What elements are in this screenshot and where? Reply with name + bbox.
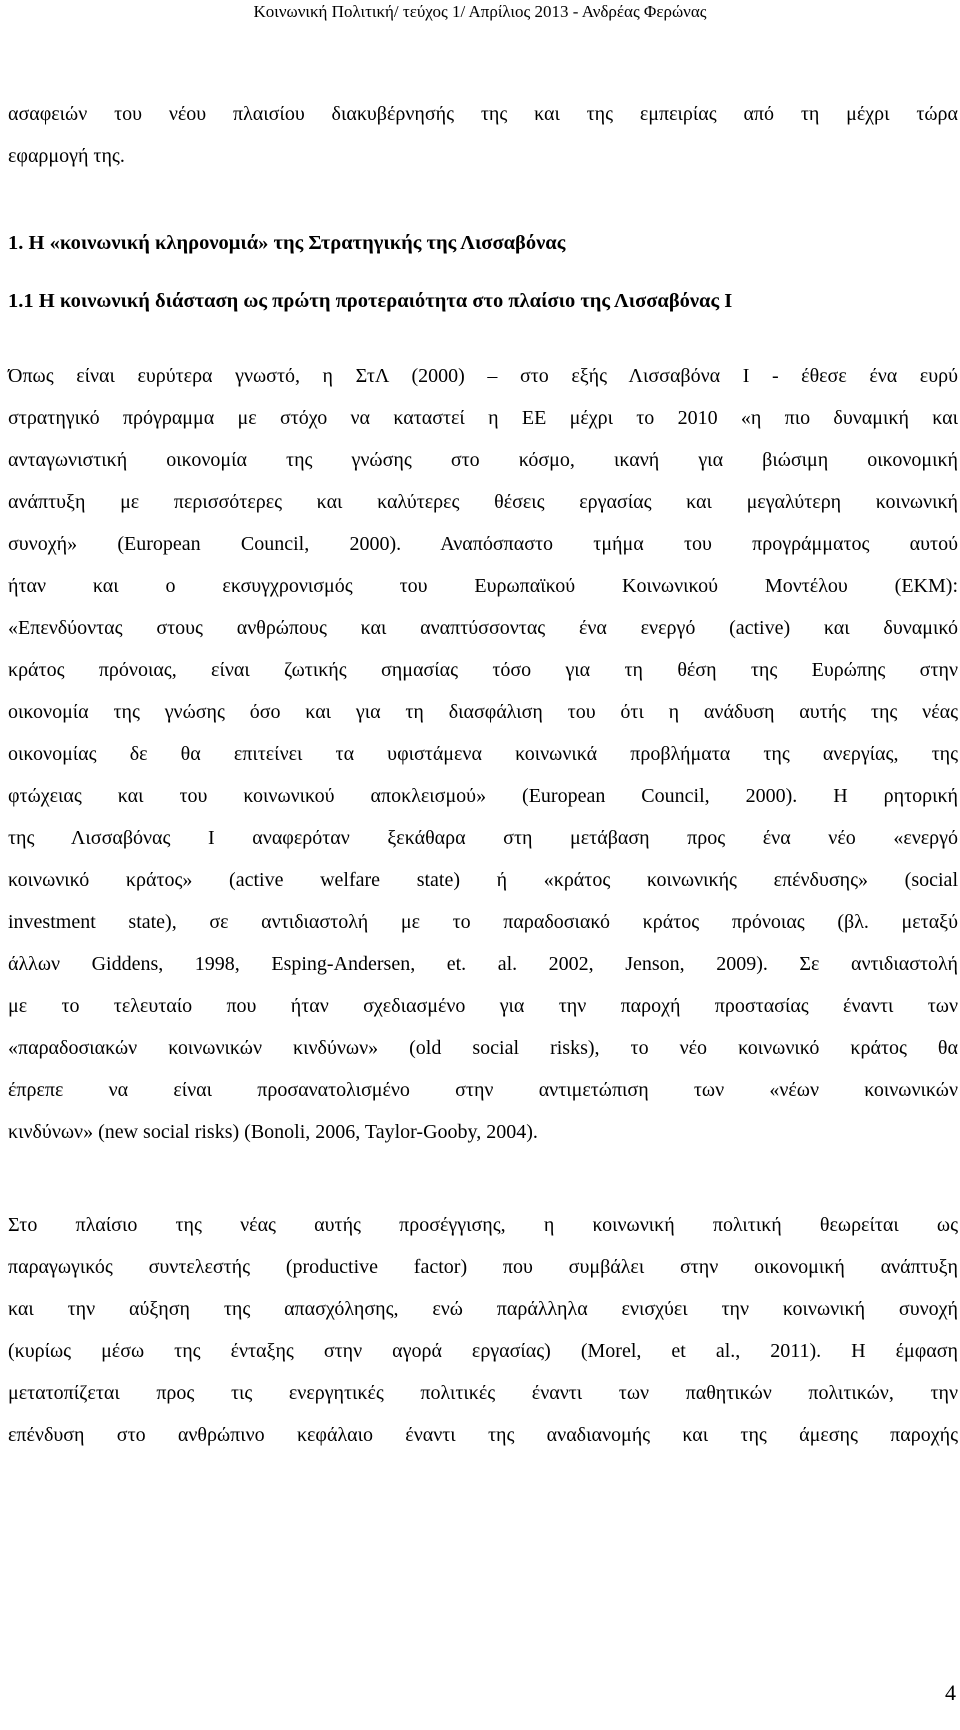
text-line: ανταγωνιστική οικονομία της γνώσης στο κόσμο, ικανή για βιώσιμη οικονομική [8, 449, 958, 471]
text-line: συνοχή» (European Council, 2000). Αναπόσπαστο τμήμα του προγράμματος αυτού [8, 533, 958, 555]
text-line: κοινωνικό κράτος» (active welfare state) ή «κράτος κοινωνικής επένδυσης» (social [8, 869, 958, 891]
paragraph-2 [8, 1204, 958, 1456]
intro-text [8, 93, 958, 177]
text-line: παραγωγικός συντελεστής (productive factor) που συμβάλει στην οικονομική ανάπτυξη [8, 1256, 958, 1278]
text-line: φτώχειας και του κοινωνικού αποκλεισμού» (European Council, 2000). Η ρητορική [8, 785, 958, 807]
text-line: και την αύξηση της απασχόλησης, ενώ παράλληλα ενισχύει την κοινωνική συνοχή [8, 1298, 958, 1320]
text-line: Στο πλαίσιο της νέας αυτής προσέγγισης, η κοινωνική πολιτική θεωρείται ως [8, 1214, 958, 1236]
text-line: ασαφειών του νέου πλαισίου διακυβέρνησής της και της εμπειρίας από τη μέχρι τώρα [8, 103, 958, 125]
text-line: investment state), σε αντιδιαστολή με το παραδοσιακό κράτος πρόνοιας (βλ. μεταξύ [8, 911, 958, 933]
subsection-heading: 1.1 Η κοινωνική διάσταση ως πρώτη προτεραιότητα στο πλαίσιο της Λισσαβόνας Ι [8, 290, 733, 312]
paragraph-1 [8, 355, 958, 1153]
text-line: οικονομία της γνώσης όσο και για τη διασφάλιση του ότι η ανάδυση αυτής της νέας [8, 701, 958, 723]
text-line: άλλων Giddens, 1998, Esping-Andersen, et. al. 2002, Jenson, 2009). Σε αντιδιαστολή [8, 953, 958, 975]
section-heading: 1. Η «κοινωνική κληρονομιά» της Στρατηγικής της Λισσαβόνας [8, 232, 566, 254]
text-line: επένδυση στο ανθρώπινο κεφάλαιο έναντι της αναδιανομής και της άμεσης παροχής [8, 1424, 958, 1446]
text-line: εφαρμογή της. [8, 145, 125, 167]
text-line: έπρεπε να είναι προσανατολισμένο στην αντιμετώπιση των «νέων κοινωνικών [8, 1079, 958, 1101]
text-line: οικονομίας δε θα επιτείνει τα υφιστάμενα κοινωνικά προβλήματα της ανεργίας, της [8, 743, 958, 765]
text-line: ανάπτυξη με περισσότερες και καλύτερες θέσεις εργασίας και μεγαλύτερη κοινωνική [8, 491, 958, 513]
text-line: κινδύνων» (new social risks) (Bonoli, 2006, Taylor-Gooby, 2004). [8, 1121, 538, 1143]
running-header: Κοινωνική Πολιτική/ τεύχος 1/ Απρίλιος 2013 - Ανδρέας Φερώνας [253, 2, 707, 21]
page-number: 4 [945, 1680, 956, 1705]
text-line: μετατοπίζεται προς τις ενεργητικές πολιτικές έναντι των παθητικών πολιτικών, την [8, 1382, 958, 1404]
text-line: της Λισσαβόνας Ι αναφερόταν ξεκάθαρα στη μετάβαση προς ένα νέο «ενεργό [8, 827, 958, 849]
text-line: κράτος πρόνοιας, είναι ζωτικής σημασίας τόσο για τη θέση της Ευρώπης στην [8, 659, 958, 681]
text-line: με το τελευταίο που ήταν σχεδιασμένο για την παροχή προστασίας έναντι των [8, 995, 958, 1017]
text-line: Όπως είναι ευρύτερα γνωστό, η ΣτΛ (2000) – στο εξής Λισσαβόνα Ι - έθεσε ένα ευρύ [8, 365, 958, 387]
text-line: στρατηγικό πρόγραμμα με στόχο να καταστεί η ΕΕ μέχρι το 2010 «η πιο δυναμική και [8, 407, 958, 429]
text-line: «παραδοσιακών κοινωνικών κινδύνων» (old social risks), το νέο κοινωνικό κράτος θα [8, 1037, 958, 1059]
text-line: (κυρίως μέσω της ένταξης στην αγορά εργασίας) (Morel, et al., 2011). Η έμφαση [8, 1340, 958, 1362]
text-line: «Επενδύοντας στους ανθρώπους και αναπτύσσοντας ένα ενεργό (active) και δυναμικό [8, 617, 958, 639]
text-line: ήταν και ο εκσυγχρονισμός του Ευρωπαϊκού Κοινωνικού Μοντέλου (ΕΚΜ): [8, 575, 958, 597]
